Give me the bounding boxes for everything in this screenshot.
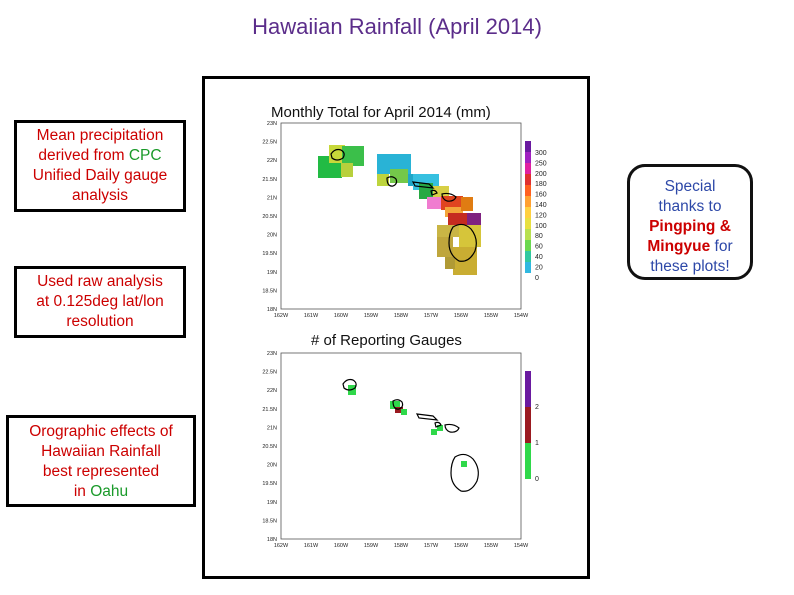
plot1-ylabel: 23N <box>266 121 277 127</box>
plot1-ylabel: 20.5N <box>262 214 277 220</box>
plot2-ylabel: 21N <box>266 425 277 432</box>
box1-line1: Mean precipitation <box>36 127 164 144</box>
plot1-xlabel: 154W <box>513 313 529 319</box>
map-figure-frame <box>202 76 590 579</box>
plot1-colorbar-swatch <box>525 218 531 229</box>
plot1-colorbar-swatch <box>525 240 531 251</box>
plot1-rainfall-field <box>318 145 481 275</box>
plot1-colorbar-label: 250 <box>535 160 547 168</box>
thanks-line1: Special <box>664 178 716 195</box>
map-figure <box>205 79 587 576</box>
plot1-ylabel: 19N <box>266 269 277 276</box>
plot2-title: # of Reporting Gauges <box>311 332 462 349</box>
plot1-colorbar-swatch <box>525 141 531 152</box>
plot1-ylabel: 21N <box>266 195 277 202</box>
box3-oahu: Oahu <box>90 483 129 500</box>
plot1-xlabel: 158W <box>393 313 409 319</box>
plot1-colorbar-swatch <box>525 174 531 185</box>
info-box-orographic <box>6 415 196 507</box>
plot1-colorbar-swatch <box>525 152 531 163</box>
plot2-ylabel: 18.5N <box>262 518 277 525</box>
plot1-xlabel: 160W <box>333 313 349 319</box>
plot1-xlabel: 161W <box>303 313 319 319</box>
plot1-colorbar-swatch <box>525 262 531 273</box>
box2-line3: resolution <box>66 313 134 330</box>
plot2-colorbar <box>525 371 539 483</box>
plot1-frame <box>281 123 521 309</box>
plot1-colorbar-label: 60 <box>535 243 543 251</box>
plot1-colorbar-label: 200 <box>535 170 547 178</box>
plot1-colorbar-swatch <box>525 207 531 218</box>
plot1-colorbar-label: 100 <box>535 222 547 230</box>
plot2-xlabel: 162W <box>273 543 289 549</box>
plot1-ylabel: 18N <box>266 307 277 313</box>
plot1-xlabel: 156W <box>453 313 469 319</box>
plot2-colorbar-swatch <box>525 371 531 407</box>
plot2-x-axis <box>274 543 529 549</box>
box1-line4: analysis <box>72 187 128 204</box>
plot2-ylabel: 19.5N <box>262 481 277 488</box>
info-box-resolution <box>14 266 186 338</box>
plot1-xlabel: 155W <box>483 313 499 319</box>
box2-line2: at 0.125deg lat/lon <box>36 293 164 310</box>
thanks-line3: Pingping & <box>649 218 731 235</box>
plot2-gauge-field <box>348 385 467 467</box>
plot1-ylabel: 20N <box>266 232 277 239</box>
thanks-box <box>627 164 753 280</box>
plot2-colorbar-label: 0 <box>535 476 539 483</box>
box1-cpc: CPC <box>128 147 162 164</box>
plot1-xlabel: 159W <box>363 313 379 319</box>
plot1-xlabel: 157W <box>423 313 439 319</box>
box1-line2a: derived from <box>38 147 129 164</box>
plot1-colorbar-swatch <box>525 163 531 174</box>
info-box-precipitation <box>14 120 186 212</box>
plot1-x-axis <box>274 313 529 319</box>
plot2-xlabel: 160W <box>333 543 349 549</box>
plot1-colorbar-swatch <box>525 196 531 207</box>
box3-line3: best represented <box>42 463 160 480</box>
plot1-colorbar-label: 20 <box>535 264 543 272</box>
plot1-ylabel: 22.5N <box>262 139 277 146</box>
plot1-colorbar-swatch <box>525 251 531 262</box>
plot1-colorbar-label: 120 <box>535 212 547 220</box>
plot2-ylabel: 20N <box>266 462 277 469</box>
page-title: Hawaiian Rainfall (April 2014) <box>252 14 542 39</box>
plot2-ylabel: 21.5N <box>262 406 277 413</box>
plot2-colorbar-label: 1 <box>535 440 539 447</box>
plot1-colorbar-label: 0 <box>535 274 539 282</box>
plot2-island-outlines <box>343 380 478 492</box>
box3-line4a: in <box>73 483 91 500</box>
plot2-ylabel: 22.5N <box>262 369 277 376</box>
plot1-colorbar-swatch <box>525 185 531 196</box>
plot1-colorbar-label: 140 <box>535 202 547 209</box>
plot2-colorbar-label: 2 <box>535 404 539 411</box>
plot2-ylabel: 20.5N <box>262 444 277 450</box>
plot2-ylabel: 18N <box>266 537 277 543</box>
plot1-colorbar-label: 160 <box>535 191 547 199</box>
plot1-colorbar-label: 180 <box>535 181 547 189</box>
plot1-title: Monthly Total for April 2014 (mm) <box>271 104 491 121</box>
plot2-frame <box>281 353 521 539</box>
plot1-ylabel: 19.5N <box>262 251 277 258</box>
thanks-mingyue: Mingyue <box>647 238 711 255</box>
plot2-xlabel: 159W <box>363 543 379 549</box>
box2-line1: Used raw analysis <box>37 273 163 290</box>
plot2-ylabel: 23N <box>266 351 277 357</box>
plot2-xlabel: 155W <box>483 543 499 549</box>
plot2-ylabel: 22N <box>266 388 277 395</box>
plot2-xlabel: 154W <box>513 543 529 549</box>
box1-line3: Unified Daily gauge <box>32 167 168 184</box>
box3-line2: Hawaiian Rainfall <box>41 443 161 460</box>
box3-line1: Orographic effects of <box>29 423 173 440</box>
plot1-ylabel: 18.5N <box>262 288 277 295</box>
thanks-for: for <box>710 238 733 255</box>
thanks-line2: thanks to <box>658 198 722 215</box>
plot2-xlabel: 158W <box>393 543 409 549</box>
plot1-colorbar-swatch <box>525 229 531 240</box>
plot2-colorbar-swatch <box>525 407 531 443</box>
plot1-colorbar-label: 300 <box>535 150 547 157</box>
box1-line2 <box>17 146 183 166</box>
plot2-colorbar-swatch <box>525 443 531 479</box>
plot1-ylabel: 22N <box>266 158 277 165</box>
plot2-ylabel: 19N <box>266 499 277 506</box>
plot1-xlabel: 162W <box>273 313 289 319</box>
plot1-colorbar-label: 80 <box>535 233 543 241</box>
plot1-ylabel: 21.5N <box>262 176 277 183</box>
box3-line4 <box>9 482 193 502</box>
thanks-line4 <box>630 237 750 257</box>
plot2-xlabel: 161W <box>303 543 319 549</box>
plot2-xlabel: 156W <box>453 543 469 549</box>
plot2-y-axis <box>262 351 277 543</box>
plot2-xlabel: 157W <box>423 543 439 549</box>
plot1-y-axis <box>262 121 277 313</box>
plot1-colorbar <box>525 141 547 282</box>
plot1-colorbar-label: 40 <box>535 254 543 261</box>
thanks-line5: these plots! <box>650 258 730 275</box>
